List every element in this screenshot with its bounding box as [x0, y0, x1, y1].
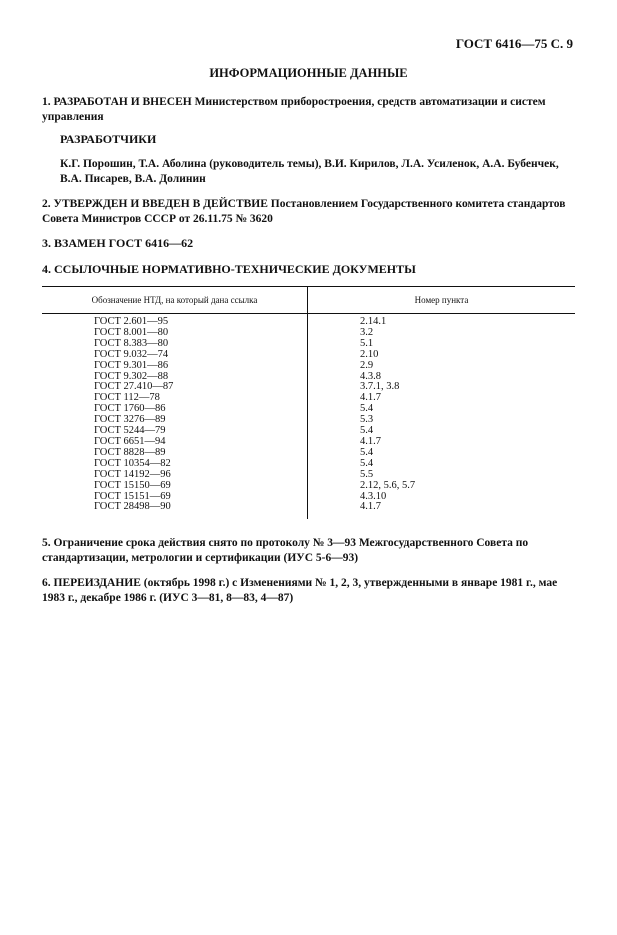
table-cell-document: ГОСТ 28498—90: [42, 502, 308, 519]
table-cell-document: ГОСТ 5244—79: [42, 426, 308, 437]
table-cell-clause: 3.2: [360, 326, 374, 338]
item-text: ВЗАМЕН ГОСТ 6416—62: [54, 236, 194, 250]
table-cell-clause: 2.9: [360, 359, 374, 371]
table-cell-document: ГОСТ 9.302—88: [42, 372, 308, 383]
item-number: 5.: [42, 537, 51, 549]
item-text: Постановлением Государственного комитета стандартов Совета Министров СССР от 26.11.75 № 3620: [42, 198, 566, 225]
table-cell-document: ГОСТ 112—78: [42, 393, 308, 404]
table-cell-document: ГОСТ 8828—89: [42, 448, 308, 459]
table-cell-document: ГОСТ 8.001—80: [42, 328, 308, 339]
table-row: [42, 350, 575, 361]
item-reissue: [42, 576, 575, 606]
table-cell-clause: 2.12, 5.6, 5.7: [360, 479, 416, 491]
table-cell-clause: 4.1.7: [360, 392, 381, 404]
table-row: [42, 314, 575, 328]
developers-list: К.Г. Порошин, Т.А. Аболина (руководитель темы), В.И. Кирилов, Л.А. Усиленок, А.А. Бубенчек, В.А. Писарев, В.А. Долинин: [60, 158, 559, 185]
references-table-body: [42, 314, 575, 520]
table-row: [42, 361, 575, 372]
item-number: 6.: [42, 577, 51, 589]
table-cell-clause: 5.4: [360, 425, 374, 437]
section-title: ИНФОРМАЦИОННЫЕ ДАННЫЕ: [209, 66, 408, 80]
table-cell-clause: 4.1.7: [360, 435, 381, 447]
item-developed: [42, 95, 575, 125]
references-table: [42, 286, 575, 519]
column-header-clause: Номер пункта: [308, 287, 576, 314]
item-replaces: [42, 236, 575, 251]
table-cell-document: ГОСТ 14192—96: [42, 470, 308, 481]
item-text: ССЫЛОЧНЫЕ НОРМАТИВНО-ТЕХНИЧЕСКИЕ ДОКУМЕНТЫ: [54, 262, 416, 276]
item-text: Ограничение срока действия снято по протоколу № 3—93 Межгосударственного Совета по стандартизации, метрологии и сертификации (ИУС 5-6—93): [42, 537, 529, 564]
table-cell-clause: 5.4: [360, 457, 374, 469]
table-cell-clause: 4.3.10: [360, 490, 387, 502]
developers-heading: РАЗРАБОТЧИКИ: [60, 132, 157, 146]
table-cell-clause: 5.3: [360, 414, 374, 426]
item-number: 2.: [42, 198, 51, 210]
table-cell-clause: 3.7.1, 3.8: [360, 381, 400, 393]
table-row: [42, 481, 575, 492]
table-cell-clause: 5.1: [360, 337, 374, 349]
table-row: [42, 470, 575, 481]
table-cell-document: ГОСТ 2.601—95: [42, 314, 308, 328]
item-number: 3.: [42, 236, 51, 250]
table-cell-document: ГОСТ 10354—82: [42, 459, 308, 470]
table-cell-clause: 4.3.8: [360, 370, 381, 382]
column-header-document: Обозначение НТД, на который дана ссылка: [42, 287, 308, 314]
table-cell-clause: 2.14.1: [360, 316, 387, 327]
table-row: [42, 502, 575, 519]
table-cell-clause: 5.4: [360, 446, 374, 458]
item-number: 4.: [42, 262, 51, 276]
item-text: ПЕРЕИЗДАНИЕ (октябрь 1998 г.) с Изменениями № 1, 2, 3, утвержденными в январе 1981 г., мае 1983 г., декабре 1986 г. (ИУС 3—81, 8—83, 4—87): [42, 577, 558, 604]
table-cell-document: ГОСТ 6651—94: [42, 437, 308, 448]
item-lead: РАЗРАБОТАН И ВНЕСЕН: [53, 96, 192, 108]
table-cell-document: ГОСТ 8.383—80: [42, 339, 308, 350]
page-header-designation: ГОСТ 6416—75 С. 9: [455, 36, 573, 51]
table-cell-document: ГОСТ 15151—69: [42, 492, 308, 503]
table-cell-document: ГОСТ 3276—89: [42, 415, 308, 426]
item-text: Министерством приборостроения, средств автоматизации и систем управления: [42, 96, 546, 123]
table-cell-document: ГОСТ 9.301—86: [42, 361, 308, 372]
table-cell-clause: 2.10: [360, 348, 379, 360]
item-references: [42, 262, 575, 277]
table-cell-clause: 4.1.7: [360, 501, 381, 513]
table-cell-document: ГОСТ 9.032—74: [42, 350, 308, 361]
table-cell-document: ГОСТ 27.410—87: [42, 382, 308, 393]
item-limitation: [42, 536, 575, 566]
item-lead: УТВЕРЖДЕН И ВВЕДЕН В ДЕЙСТВИЕ: [53, 198, 268, 210]
item-approved: [42, 197, 575, 227]
table-cell-document: ГОСТ 1760—86: [42, 404, 308, 415]
item-number: 1.: [42, 96, 51, 108]
table-cell-clause: 5.5: [360, 468, 374, 480]
table-cell-clause: 5.4: [360, 403, 374, 415]
table-cell-document: ГОСТ 15150—69: [42, 481, 308, 492]
